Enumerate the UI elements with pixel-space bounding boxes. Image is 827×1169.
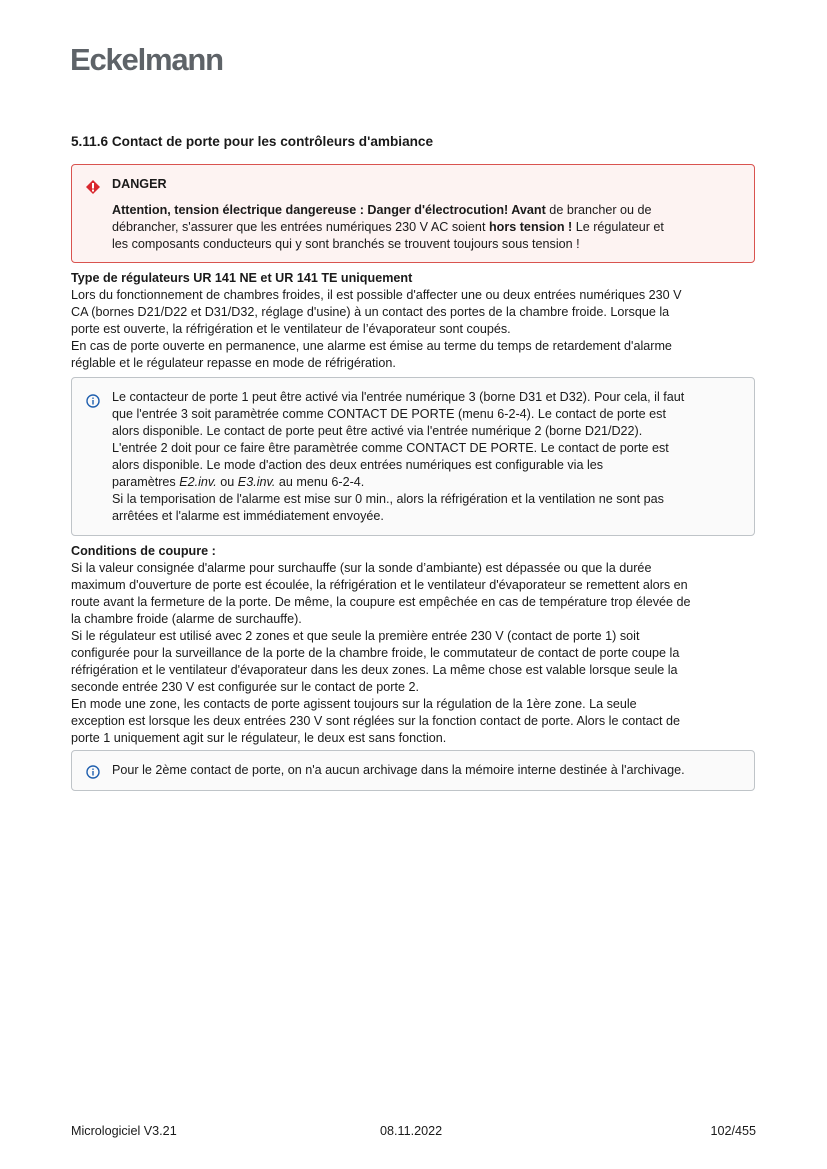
text-line — [71, 287, 682, 304]
text-segment: la chambre froide (alarme de surchauffe). — [71, 612, 302, 626]
text-segment: alors disponible. Le mode d'action des deux entrées numériques est configurable via les — [112, 458, 604, 472]
danger-text — [112, 202, 664, 253]
text-segment: seconde entrée 230 V est configurée sur le contact de porte 2. — [71, 680, 419, 694]
text-line — [112, 457, 684, 474]
text-line — [71, 611, 691, 628]
danger-notice — [71, 164, 755, 263]
text-line — [71, 355, 682, 372]
text-line — [71, 338, 682, 355]
text-segment: Si la temporisation de l'alarme est mise sur 0 min., alors la réfrigération et la ventilation ne sont pas — [112, 492, 664, 506]
conditions-paragraph — [71, 543, 691, 747]
text-segment: Si le régulateur est utilisé avec 2 zones et que seule la première entrée 230 V (contact de porte 1) soit — [71, 629, 640, 643]
text-segment: arrêtées et l'alarme est immédiatement envoyée. — [112, 509, 384, 523]
text-segment: Pour le 2ème contact de porte, on n'a aucun archivage dans la mémoire interne destinée à l'archivage. — [112, 763, 685, 777]
text-line — [112, 423, 684, 440]
danger-heading: DANGER — [112, 177, 167, 191]
text-segment: Lors du fonctionnement de chambres froides, il est possible d'affecter une ou deux entrées numériques 230 V — [71, 288, 682, 302]
text-line — [71, 713, 691, 730]
text-segment: ou — [216, 475, 238, 489]
text-segment: En mode une zone, les contacts de porte agissent toujours sur la régulation de la 1ère zone. La seule — [71, 697, 637, 711]
text-segment: route avant la fermeture de la porte. De même, la coupure est empêchée en cas de température trop élevée de — [71, 595, 691, 609]
text-line — [112, 762, 685, 779]
text-line — [71, 543, 691, 560]
footer-firmware-version: Micrologiciel V3.21 — [71, 1124, 177, 1138]
text-segment: alors disponible. Le contact de porte peut être activé via l'entrée numérique 2 (borne D21/D22). — [112, 424, 643, 438]
text-line — [112, 406, 684, 423]
text-segment: porte est ouverte, la réfrigération et le ventilateur de l’évaporateur sont coupés. — [71, 322, 511, 336]
text-line — [71, 645, 691, 662]
italic-text: E2.inv. — [179, 475, 217, 489]
text-line — [71, 560, 691, 577]
text-segment: configurée pour la surveillance de la porte de la chambre froide, le commutateur de contact de porte coupe la — [71, 646, 680, 660]
info-icon — [86, 394, 100, 408]
text-line — [71, 696, 691, 713]
text-line — [71, 628, 691, 645]
text-line — [112, 491, 684, 508]
bold-text: hors tension ! — [488, 220, 573, 234]
text-line — [112, 440, 684, 457]
text-segment: au menu 6-2-4. — [275, 475, 365, 489]
footer-page-number: 102/455 — [710, 1124, 756, 1138]
text-line — [112, 236, 664, 253]
company-logo: Eckelmann — [70, 42, 223, 77]
text-segment: CA (bornes D21/D22 et D31/D32, réglage d'usine) à un contact des portes de la chambre froide. Lorsque la — [71, 305, 670, 319]
intro-paragraph — [71, 270, 682, 372]
text-segment: Le contacteur de porte 1 peut être activé via l'entrée numérique 3 (borne D31 et D32). Pour cela, il faut — [112, 390, 685, 404]
text-line — [112, 219, 664, 236]
text-segment: porte 1 uniquement agit sur le régulateur, le deux est sans fonction. — [71, 731, 447, 745]
section-title: 5.11.6 Contact de porte pour les contrôleurs d'ambiance — [71, 134, 434, 149]
text-line — [71, 270, 682, 287]
text-line — [71, 321, 682, 338]
text-line — [112, 474, 684, 491]
text-line — [112, 508, 684, 525]
text-line — [71, 594, 691, 611]
text-segment: En cas de porte ouverte en permanence, une alarme est émise au terme du temps de retardement d'alarme — [71, 339, 672, 353]
danger-warning-icon — [86, 180, 100, 194]
bold-text: Type de régulateurs UR 141 NE et UR 141 TE uniquement — [71, 271, 413, 285]
info-note-text — [112, 762, 685, 779]
footer-date: 08.11.2022 — [380, 1124, 443, 1138]
text-segment: Si la valeur consignée d'alarme pour surchauffe (sur la sonde d’ambiante) est dépassée ou que la durée — [71, 561, 652, 575]
text-segment: paramètres — [112, 475, 180, 489]
text-line — [71, 662, 691, 679]
bold-text: Conditions de coupure : — [71, 544, 216, 558]
text-segment: les composants conducteurs qui y sont branchés se trouvent toujours sous tension ! — [112, 237, 580, 251]
text-segment: L'entrée 2 doit pour ce faire être paramètrée comme CONTACT DE PORTE. Le contact de porte est — [112, 441, 669, 455]
info-note-text — [112, 389, 684, 525]
bold-text: Attention, tension électrique dangereuse : Danger d'électrocution! Avant — [112, 203, 546, 217]
text-line — [112, 389, 684, 406]
text-segment: exception est lorsque les deux entrées 230 V sont réglées sur la fonction contact de porte. Alors le contact de — [71, 714, 681, 728]
info-icon — [86, 765, 100, 779]
info-note-archive — [71, 750, 755, 791]
text-line — [71, 679, 691, 696]
text-segment: Le régulateur et — [572, 220, 664, 234]
text-segment: débrancher, s'assurer que les entrées numériques 230 V AC soient — [112, 220, 489, 234]
info-note-door-contact — [71, 377, 755, 536]
text-segment: de brancher ou de — [545, 203, 652, 217]
text-segment: maximum d'ouverture de porte est écoulée, la réfrigération et le ventilateur d'évaporateur se remettent alors en — [71, 578, 688, 592]
text-line — [71, 577, 691, 594]
text-line — [112, 202, 664, 219]
text-line — [71, 730, 691, 747]
text-segment: que l'entrée 3 soit paramètrée comme CONTACT DE PORTE (menu 6-2-4). Le contact de porte est — [112, 407, 666, 421]
italic-text: E3.inv. — [237, 475, 276, 489]
text-line — [71, 304, 682, 321]
text-segment: réglable et le régulateur repasse en mode de réfrigération. — [71, 356, 396, 370]
text-segment: réfrigération et le ventilateur d'évaporateur dans les deux zones. La même chose est valable lorsque seule la — [71, 663, 678, 677]
